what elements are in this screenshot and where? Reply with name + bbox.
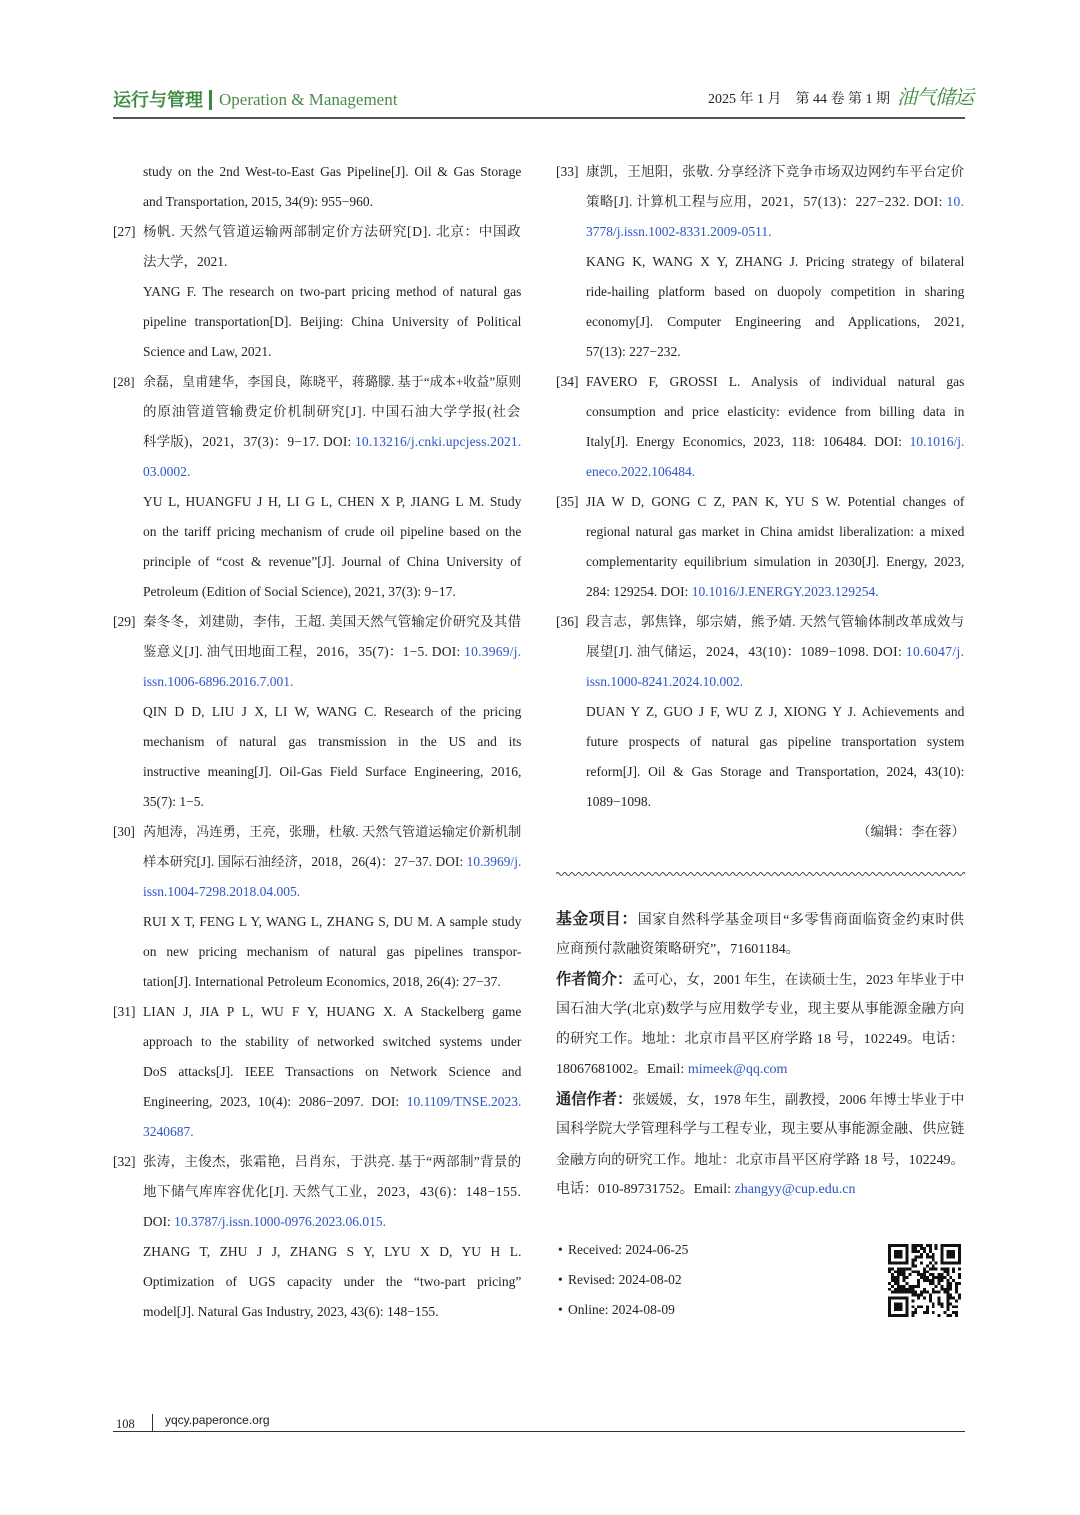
reference-line — [586, 397, 965, 427]
text-run: pipeline transportation[D]. Beijing: China University of Political — [143, 314, 522, 329]
text-run: QIN D D, LIU J X, LI W, WANG C. Research of the pricing — [143, 704, 522, 719]
text-run: ZHANG T, ZHU J J, ZHANG S Y, LYU X D, YU H L. — [143, 1244, 522, 1259]
reference-line — [143, 187, 522, 217]
reference-line — [586, 277, 965, 307]
text-run: 35(7): 1−5. — [143, 794, 204, 809]
reference-number: [27] — [113, 224, 136, 239]
footer-rule — [113, 1431, 965, 1432]
qr-code-icon[interactable] — [888, 1244, 961, 1317]
text-run: Italy[J]. Energy Economics, 2023, 118: 106484. DOI: — [586, 434, 910, 449]
line-text — [143, 914, 521, 929]
text-run: YU L, HUANGFU J H, LI G L, CHEN X P, JIANG L M. Study — [143, 494, 522, 509]
note-line — [556, 995, 965, 1025]
text-run: 电话：010-89731752。Email: — [556, 1182, 735, 1197]
line-text — [143, 674, 293, 689]
wavy-divider — [556, 868, 965, 880]
reference-line — [586, 697, 965, 727]
date-text: Revised: 2024-08-02 — [568, 1272, 682, 1287]
line-text — [586, 644, 964, 659]
text-run: DUAN Y Z, GUO J F, WU Z J, XIONG Y J. Achievements and — [586, 704, 965, 719]
reference-line — [586, 637, 965, 667]
line-text — [143, 284, 521, 299]
line-text — [143, 254, 227, 269]
text-run: 应商预付款融资策略研究”，71601184。 — [556, 942, 800, 957]
text-run: Optimization of UGS capacity under the “two-part pricing” — [143, 1274, 522, 1289]
reference-line — [586, 427, 965, 457]
reference-line — [143, 727, 522, 757]
line-text — [586, 464, 695, 479]
page-number: 108 — [116, 1417, 135, 1431]
line-text — [586, 254, 964, 269]
text-run: 鉴意义[J]. 油气田地面工程，2016，35(7)：1−5. DOI: — [143, 644, 465, 659]
text-run: LIAN J, JIA P L, WU F Y, HUANG X. A Stackelberg game — [143, 1004, 522, 1019]
line-text — [586, 524, 964, 539]
text-run: Science and Law, 2021. — [143, 344, 272, 359]
line-text — [143, 854, 521, 869]
reference-line — [143, 1237, 522, 1267]
reference-number: [32] — [113, 1154, 136, 1169]
reference-line — [143, 697, 522, 727]
reference-line — [586, 757, 965, 787]
line-text — [586, 674, 743, 689]
reference-line — [143, 1267, 522, 1297]
reference-line — [586, 217, 965, 247]
text-run: 法大学，2021. — [143, 254, 228, 269]
note-label: 作者简介： — [556, 971, 633, 988]
line-text — [143, 944, 521, 959]
text-run: Petroleum (Edition of Social Science), 2021, 37(3): 9−17. — [143, 584, 456, 599]
journal-website-link[interactable]: yqcy.paperonce.org — [165, 1413, 270, 1427]
line-text — [143, 404, 521, 419]
line-text — [143, 494, 521, 509]
line-text — [556, 1122, 964, 1137]
text-run: 284: 129254. DOI: — [586, 584, 692, 599]
line-text — [143, 1274, 521, 1289]
note-line — [556, 965, 965, 995]
text-run: 张媛媛，女，1978 年生，副教授，2006 年博士毕业于中 — [632, 1092, 965, 1107]
footer-tick — [152, 1414, 153, 1431]
text-run: and Transportation, 2015, 34(9): 955−960. — [143, 194, 373, 209]
reference-line — [586, 457, 965, 487]
reference-line — [143, 157, 522, 187]
reference-line — [586, 727, 965, 757]
reference-number: [34] — [556, 374, 579, 389]
doi-link[interactable]: 10. — [946, 194, 965, 209]
text-run: mechanism of natural gas transmission in the US and its — [143, 734, 522, 749]
reference-line — [143, 637, 522, 667]
note-line — [556, 1085, 965, 1115]
text-run: 杨帆. 天然气管道运输两部制定价方法研究[D]. 北京：中国政 — [143, 224, 522, 239]
doi-link[interactable]: 10.3969/j. — [464, 644, 522, 659]
line-text — [586, 794, 651, 809]
bullet-icon — [556, 1265, 568, 1295]
reference-number: [35] — [556, 494, 579, 509]
line-text — [586, 704, 964, 719]
text-run: approach to the stability of networked switched systems under — [143, 1034, 522, 1049]
line-text — [556, 942, 800, 957]
header-rule — [113, 117, 965, 119]
reference-line — [143, 667, 522, 697]
text-run: 科学版)，2021，37(3)：9−17. DOI: — [143, 434, 355, 449]
reference-line — [143, 1177, 522, 1207]
reference-line — [143, 1057, 522, 1087]
line-text — [586, 584, 879, 599]
reference-line — [113, 817, 522, 847]
text-run: 的研究工作。地址：北京市昌平区府学路 18 号，102249。电话： — [556, 1032, 965, 1047]
reference-line — [143, 547, 522, 577]
reference-line — [143, 907, 522, 937]
reference-line — [556, 157, 965, 187]
doi-link[interactable]: 3240687. — [143, 1124, 194, 1139]
text-run: 芮旭涛，冯连勇，王亮，张珊，杜敏. 天然气管道运输定价新机制 — [143, 824, 522, 839]
text-run: JIA W D, GONG C Z, PAN K, YU S W. Potential changes of — [586, 494, 965, 509]
funding-note — [556, 905, 965, 965]
reference-line — [143, 1027, 522, 1057]
line-text — [586, 404, 964, 419]
note-line — [556, 1145, 965, 1175]
line-text — [143, 1124, 194, 1139]
reference-entry — [143, 157, 522, 217]
line-text — [586, 194, 964, 209]
line-text — [556, 1002, 964, 1017]
bullet-icon — [556, 1295, 568, 1325]
reference-line — [143, 307, 522, 337]
text-run: 张涛，主俊杰，张霜艳，吕肖东，于洪亮. 基于“两部制”背景的 — [143, 1154, 522, 1169]
text-run: 国石油大学(北京)数学与应用数学专业，现主要从事能源金融方向 — [556, 1002, 965, 1017]
text-run: DoS attacks[J]. IEEE Transactions on Network Science and — [143, 1064, 522, 1079]
line-text — [586, 764, 964, 779]
line-text — [586, 494, 964, 509]
journal-logo: 油气储运 — [897, 87, 973, 109]
reference-line — [143, 517, 522, 547]
references-left-column — [113, 157, 522, 1327]
text-run: model[J]. Natural Gas Industry, 2023, 43(6): 148−155. — [143, 1304, 439, 1319]
doi-link[interactable]: 10.1109/TNSE.2023. — [406, 1094, 522, 1109]
reference-line — [143, 757, 522, 787]
reference-line — [143, 967, 522, 997]
line-text — [143, 584, 456, 599]
doi-link[interactable]: issn.1004-7298.2018.04.005. — [143, 884, 301, 899]
reference-line — [143, 1087, 522, 1117]
line-text — [143, 524, 521, 539]
reference-line — [143, 487, 522, 517]
reference-entry — [113, 367, 522, 607]
text-run: 的原油管道管输费定价机制研究[J]. 中国石油大学学报(社会 — [143, 404, 522, 419]
line-text — [143, 374, 521, 389]
line-text — [143, 1064, 521, 1079]
reference-line — [113, 367, 522, 397]
reference-line — [143, 397, 522, 427]
reference-line — [143, 1297, 522, 1327]
doi-link[interactable]: eneco.2022.106484. — [586, 464, 696, 479]
publication-dates — [556, 1235, 856, 1325]
doi-link[interactable]: issn.1000-8241.2024.10.002. — [586, 674, 744, 689]
text-run: 地下储气库库容优化[J]. 天然气工业，2023，43(6)：148−155. — [143, 1184, 522, 1199]
note-line — [556, 1055, 965, 1085]
reference-line — [586, 547, 965, 577]
reference-line — [556, 607, 965, 637]
line-text — [556, 1092, 964, 1107]
line-text — [143, 224, 521, 239]
line-text — [143, 314, 521, 329]
line-text — [586, 164, 964, 179]
text-run: study on the 2nd West-to-East Gas Pipeline[J]. Oil & Gas Storage — [143, 164, 522, 179]
note-line — [556, 905, 965, 935]
doi-link[interactable]: 10.3787/j.issn.1000-0976.2023.06.015. — [174, 1214, 387, 1229]
reference-line — [586, 337, 965, 367]
line-text — [143, 884, 300, 899]
doi-link[interactable]: mimeek@qq.com — [687, 1062, 788, 1077]
text-run: economy[J]. Computer Engineering and Applications, 2021, — [586, 314, 965, 329]
reference-line — [143, 1207, 522, 1237]
header-divider-bar — [209, 90, 212, 110]
text-run: principle of “cost & revenue”[J]. Journal of China University of — [143, 554, 522, 569]
reference-number: [30] — [113, 824, 135, 839]
line-text — [586, 554, 964, 569]
reference-line — [586, 577, 965, 607]
reference-line — [586, 787, 965, 817]
reference-line — [113, 1147, 522, 1177]
line-text — [143, 1154, 521, 1169]
reference-entry — [556, 607, 965, 817]
doi-link[interactable]: 3778/j.issn.1002-8331.2009-0511. — [586, 224, 772, 239]
section-title-cn: 运行与管理 — [113, 90, 203, 110]
line-text — [143, 1304, 438, 1319]
reference-line — [113, 217, 522, 247]
reference-line — [586, 187, 965, 217]
text-run: 康凯，王旭阳，张敬. 分享经济下竞争市场双边网约车平台定价 — [586, 164, 965, 179]
text-run: on new pricing mechanism of natural gas pipelines transpor- — [143, 944, 522, 959]
text-run: 18067681002。Email: — [556, 1062, 688, 1077]
reference-number: [36] — [556, 614, 579, 629]
text-run: DOI: — [143, 1214, 175, 1229]
line-text — [143, 974, 501, 989]
line-text — [143, 1244, 521, 1259]
text-run: instructive meaning[J]. Oil-Gas Field Surface Engineering, 2016, — [143, 764, 522, 779]
note-line — [556, 935, 965, 965]
text-run: 策略[J]. 计算机工程与应用，2021，57(13)：227−232. DOI: — [586, 194, 947, 209]
line-text — [143, 704, 521, 719]
author-notes — [556, 905, 965, 1205]
line-text — [586, 734, 964, 749]
reference-line — [143, 787, 522, 817]
reference-number: [28] — [113, 374, 135, 389]
text-run: tation[J]. International Petroleum Economics, 2018, 26(4): 27−37. — [143, 974, 501, 989]
line-text — [143, 1034, 521, 1049]
line-text — [143, 194, 373, 209]
date-item — [556, 1295, 856, 1325]
line-text — [143, 434, 521, 449]
reference-entry — [556, 487, 965, 607]
doi-link[interactable]: 10.1016/j. — [909, 434, 965, 449]
text-run: reform[J]. Oil & Gas Storage and Transportation, 2024, 43(10): — [586, 764, 965, 779]
reference-line — [586, 307, 965, 337]
line-text — [586, 374, 964, 389]
line-text — [556, 913, 964, 928]
text-run: on the tariff pricing mechanism of crude oil pipeline based on the — [143, 524, 522, 539]
reference-entry — [113, 607, 522, 817]
reference-line — [143, 457, 522, 487]
line-text — [556, 1152, 964, 1167]
doi-link[interactable]: 10.3969/j. — [466, 854, 522, 869]
reference-line — [586, 517, 965, 547]
section-title-en: Operation & Management — [219, 90, 398, 109]
reference-line — [143, 427, 522, 457]
line-text — [143, 764, 521, 779]
text-run: future prospects of natural gas pipeline transportation system — [586, 734, 965, 749]
text-run: 1089−1098. — [586, 794, 651, 809]
doi-link[interactable]: 03.0002. — [143, 464, 191, 479]
author-bio-note — [556, 965, 965, 1085]
line-text — [556, 1182, 855, 1197]
reference-number: [33] — [556, 164, 579, 179]
line-text — [143, 1094, 521, 1109]
line-text — [143, 164, 521, 179]
text-run: 段言志，郭焦锋，邬宗婧，熊予婧. 天然气管输体制改革成效与 — [586, 614, 965, 629]
text-run: 金融方向的研究工作。地址：北京市昌平区府学路 18 号，102249。 — [556, 1152, 965, 1167]
reference-number: [29] — [113, 614, 136, 629]
line-text — [556, 1032, 964, 1047]
reference-line — [586, 247, 965, 277]
text-run: ride-hailing platform based on duopoly competition in sharing — [586, 284, 965, 299]
note-line — [556, 1115, 965, 1145]
text-run: 展望[J]. 油气储运，2024，43(10)：1089−1098. DOI: — [586, 644, 906, 659]
reference-line — [556, 487, 965, 517]
reference-line — [143, 877, 522, 907]
line-text — [143, 1214, 386, 1229]
date-text: Received: 2024-06-25 — [568, 1242, 689, 1257]
reference-line — [143, 247, 522, 277]
doi-link[interactable]: 10.1016/J.ENERGY.2023.129254. — [691, 584, 879, 599]
text-run: RUI X T, FENG L Y, WANG L, ZHANG S, DU M. A sample study — [143, 914, 522, 929]
note-label: 通信作者： — [556, 1091, 633, 1108]
editor-note: （编辑：李在蓉） — [857, 824, 965, 839]
issue-info: 2025 年 1 月 第 44 卷 第 1 期 — [708, 92, 890, 107]
text-run: 余磊，皇甫建华，李国良，陈晓平，蒋璐朦. 基于“成本+收益”原则 — [143, 374, 522, 389]
line-text — [143, 734, 521, 749]
reference-line — [143, 937, 522, 967]
line-text — [556, 972, 964, 987]
reference-line — [556, 367, 965, 397]
line-text — [143, 824, 521, 839]
line-text — [143, 794, 204, 809]
text-run: consumption and price elasticity: evidence from billing data in — [586, 404, 965, 419]
text-run: complementarity equilibrium simulation in 2030[J]. Energy, 2023, — [586, 554, 965, 569]
reference-entry — [556, 367, 965, 487]
text-run: YANG F. The research on two-part pricing method of natural gas — [143, 284, 522, 299]
line-text — [143, 1184, 521, 1199]
text-run: Engineering, 2023, 10(4): 2086−2097. DOI: — [143, 1094, 407, 1109]
text-run: FAVERO F, GROSSI L. Analysis of individual natural gas — [586, 374, 965, 389]
reference-line — [143, 337, 522, 367]
reference-line — [143, 1117, 522, 1147]
line-text — [143, 1004, 521, 1019]
reference-entry — [113, 817, 522, 997]
corresponding-author-note — [556, 1085, 965, 1205]
text-run: 国家自然科学基金项目“多零售商面临资金约束时供 — [637, 913, 965, 928]
doi-link[interactable]: zhangyy@cup.edu.cn — [734, 1182, 856, 1197]
line-text — [143, 554, 521, 569]
reference-line — [113, 607, 522, 637]
reference-number: [31] — [113, 1004, 136, 1019]
bullet-icon — [556, 1235, 568, 1265]
text-run: 样本研究[J]. 国际石油经济，2018，26(4)：27−37. DOI: — [143, 854, 467, 869]
reference-entry — [113, 1147, 522, 1327]
reference-entry — [113, 997, 522, 1147]
reference-line — [143, 847, 522, 877]
text-run: KANG K, WANG X Y, ZHANG J. Pricing strategy of bilateral — [586, 254, 965, 269]
doi-link[interactable]: issn.1006-6896.2016.7.001. — [143, 674, 294, 689]
reference-line — [143, 277, 522, 307]
text-run: 秦冬冬，刘建勋，李伟，王超. 美国天然气管输定价研究及其借 — [143, 614, 522, 629]
references-right-column — [556, 157, 965, 817]
reference-entry — [113, 217, 522, 367]
date-text: Online: 2024-08-09 — [568, 1302, 675, 1317]
line-text — [586, 434, 964, 449]
line-text — [556, 1062, 787, 1077]
line-text — [143, 464, 190, 479]
line-text — [586, 314, 964, 329]
line-text — [143, 344, 271, 359]
text-run: 国科学院大学管理科学与工程专业，现主要从事能源金融、供应链 — [556, 1122, 965, 1137]
note-label: 基金项目： — [556, 911, 638, 928]
text-run: 57(13): 227−232. — [586, 344, 681, 359]
note-line — [556, 1175, 965, 1205]
date-item — [556, 1265, 856, 1295]
doi-link[interactable]: 10.13216/j.cnki.upcjess.2021. — [354, 434, 522, 449]
line-text — [586, 284, 964, 299]
doi-link[interactable]: 10.6047/j. — [905, 644, 965, 659]
line-text — [143, 614, 521, 629]
date-item — [556, 1235, 856, 1265]
line-text — [586, 224, 772, 239]
line-text — [586, 614, 964, 629]
text-run: 孟可心，女，2001 年生，在读硕士生，2023 年毕业于中 — [632, 972, 965, 987]
reference-line — [586, 667, 965, 697]
reference-line — [143, 577, 522, 607]
note-line — [556, 1025, 965, 1055]
reference-entry — [556, 157, 965, 367]
reference-line — [113, 997, 522, 1027]
line-text — [143, 644, 521, 659]
text-run: regional natural gas market in China amidst liberalization: a mixed — [586, 524, 965, 539]
line-text — [586, 344, 681, 359]
